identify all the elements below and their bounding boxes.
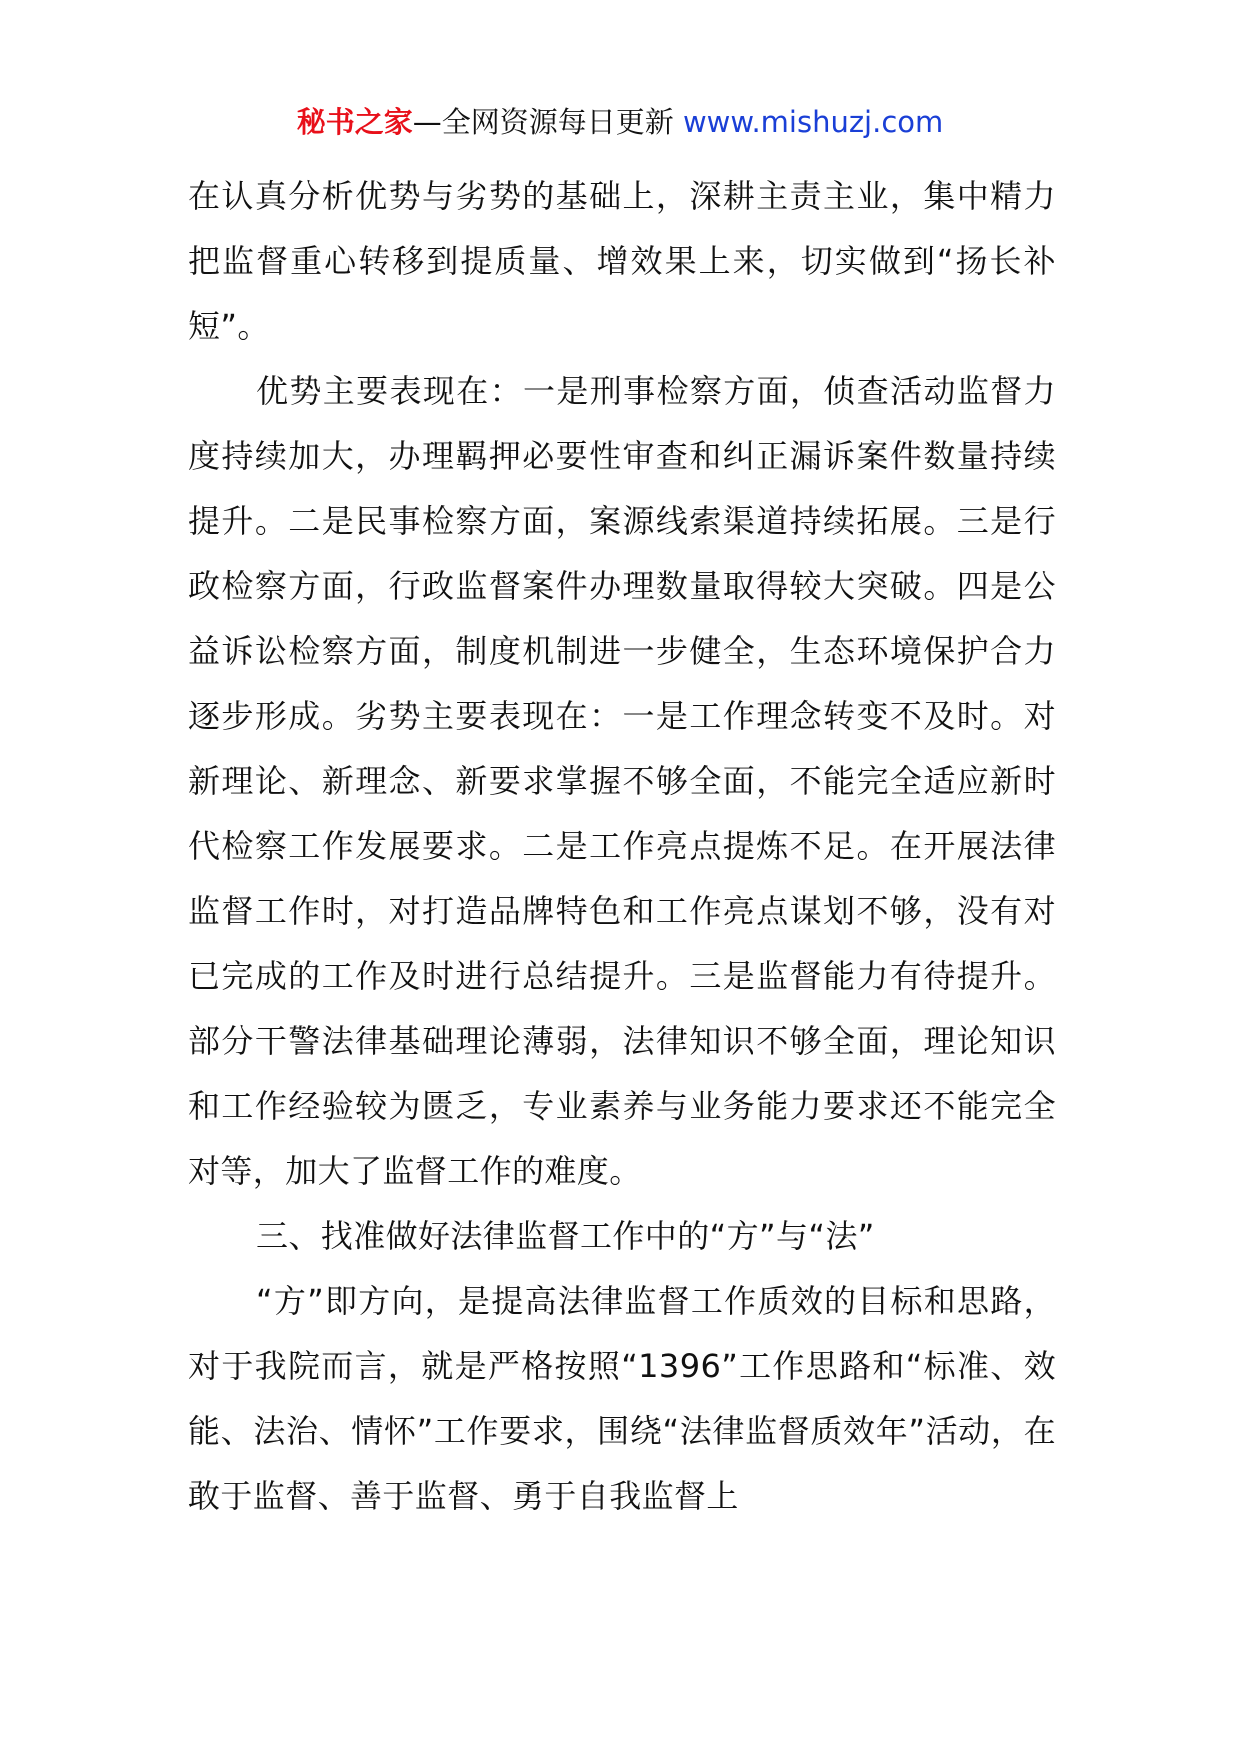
- paragraph-direction: “方”即方向，是提高法律监督工作质效的目标和思路，对于我院而言，就是严格按照“1396”工作思路和“标准、效能、法治、情怀”工作要求，围绕“法律监督质效年”活动，在敢于监督、善于监督、勇于自我监督上: [188, 1282, 1056, 1515]
- site-header: [0, 100, 1240, 144]
- section-heading-3: 三、找准做好法律监督工作中的“方”与“法”: [256, 1217, 875, 1255]
- document-body: [188, 164, 1056, 1529]
- site-tagline: —全网资源每日更新: [412, 105, 683, 139]
- site-brand: 秘书之家: [296, 105, 413, 139]
- paragraph-strengths-weaknesses: 优势主要表现在：一是刑事检察方面，侦查活动监督力度持续加大，办理羁押必要性审查和纠正漏诉案件数量持续提升。二是民事检察方面，案源线索渠道持续拓展。三是行政检察方面，行政监督案件办理数量取得较大突破。四是公益诉讼检察方面，制度机制进一步健全，生态环境保护合力逐步形成。劣势主要表现在：一是工作理念转变不及时。对新理论、新理念、新要求掌握不够全面，不能完全适应新时代检察工作发展要求。二是工作亮点提炼不足。在开展法律监督工作时，对打造品牌特色和工作亮点谋划不够，没有对已完成的工作及时进行总结提升。三是监督能力有待提升。部分干警法律基础理论薄弱，法律知识不够全面，理论知识和工作经验较为匮乏，专业素养与业务能力要求还不能完全对等，加大了监督工作的难度。: [188, 372, 1056, 1190]
- site-url-link[interactable]: www.mishuzj.com: [682, 105, 944, 139]
- paragraph-intro-continuation: 在认真分析优势与劣势的基础上，深耕主责主业，集中精力把监督重心转移到提质量、增效果上来，切实做到“扬长补短”。: [188, 177, 1056, 345]
